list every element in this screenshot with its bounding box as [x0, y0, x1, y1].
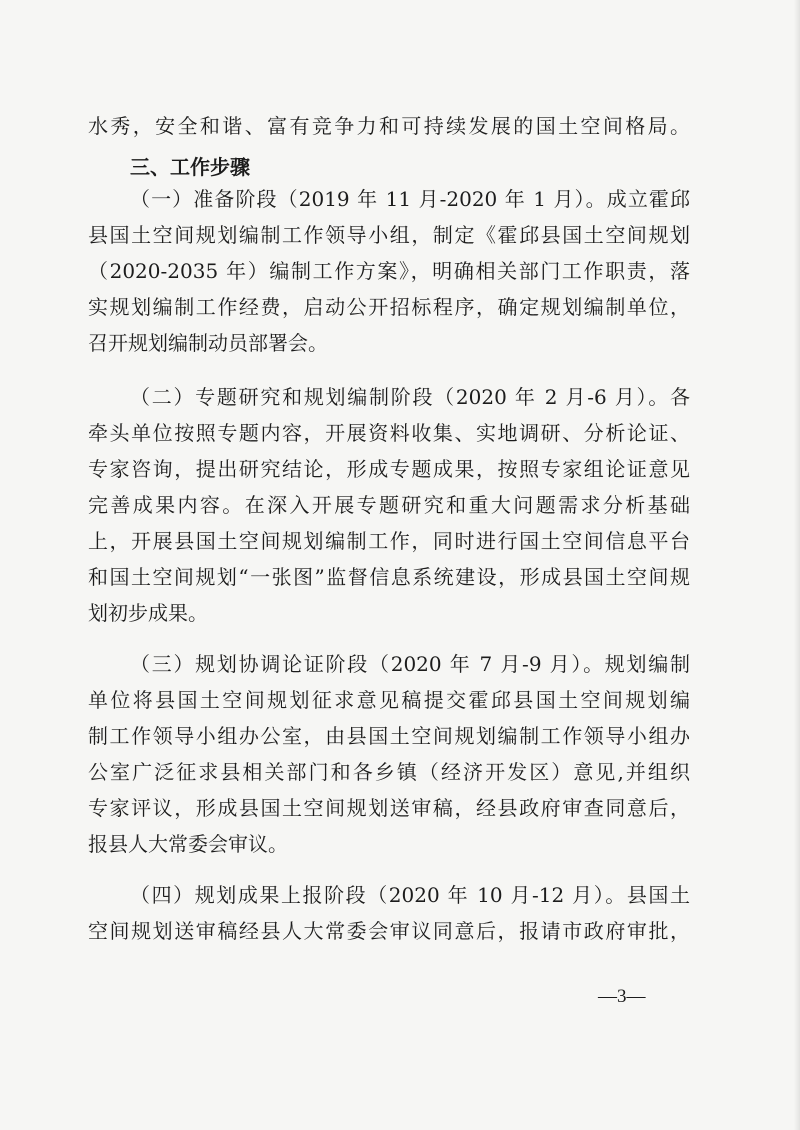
- text-line: 县国土空间规划编制工作领导小组，制定《霍邱县国土空间规划: [88, 223, 690, 247]
- text-line: （二）专题研究和规划编制阶段（2020 年 2 月-6 月）。各: [130, 385, 690, 409]
- text-line: 空间规划送审稿经县人大常委会审议同意后，报请市政府审批，: [88, 919, 690, 943]
- text-line: 上，开展县国土空间规划编制工作，同时进行国土空间信息平台: [88, 529, 690, 553]
- text-line: 召开规划编制动员部署会。: [88, 331, 328, 355]
- text-line: 划初步成果。: [88, 601, 208, 625]
- text-line: 制工作领导小组办公室，由县国土空间规划编制工作领导小组办: [88, 724, 690, 748]
- text-line: （2020-2035 年）编制工作方案》，明确相关部门工作职责，落: [88, 259, 690, 283]
- text-line: 专家评议，形成县国土空间规划送审稿，经县政府审查同意后，: [88, 796, 690, 820]
- text-line: （三）规划协调论证阶段（2020 年 7 月-9 月）。规划编制: [130, 652, 690, 676]
- scan-edge-shadow: [794, 0, 800, 1130]
- text-line: 和国土空间规划“一张图”监督信息系统建设，形成县国土空间规: [88, 565, 690, 589]
- text-line: 专家咨询，提出研究结论，形成专题成果，按照专家组论证意见: [88, 457, 690, 481]
- text-line: 实规划编制工作经费，启动公开招标程序，确定规划编制单位，: [88, 295, 690, 319]
- page-number: —3—: [598, 986, 646, 1007]
- text-line: （一）准备阶段（2019 年 11 月-2020 年 1 月）。成立霍邱: [130, 187, 690, 211]
- text-line: 水秀，安全和谐、富有竞争力和可持续发展的国土空间格局。: [88, 114, 690, 138]
- text-line: 单位将县国土空间规划征求意见稿提交霍邱县国土空间规划编: [88, 688, 690, 712]
- section-heading: 三、工作步骤: [130, 155, 250, 179]
- text-line: （四）规划成果上报阶段（2020 年 10 月-12 月）。县国土: [130, 883, 690, 907]
- text-line: 公室广泛征求县相关部门和各乡镇（经济开发区）意见,并组织: [88, 760, 690, 784]
- text-line: 完善成果内容。在深入开展专题研究和重大问题需求分析基础: [88, 493, 690, 517]
- text-line: 报县人大常委会审议。: [88, 832, 288, 856]
- text-line: 牵头单位按照专题内容，开展资料收集、实地调研、分析论证、: [88, 421, 690, 445]
